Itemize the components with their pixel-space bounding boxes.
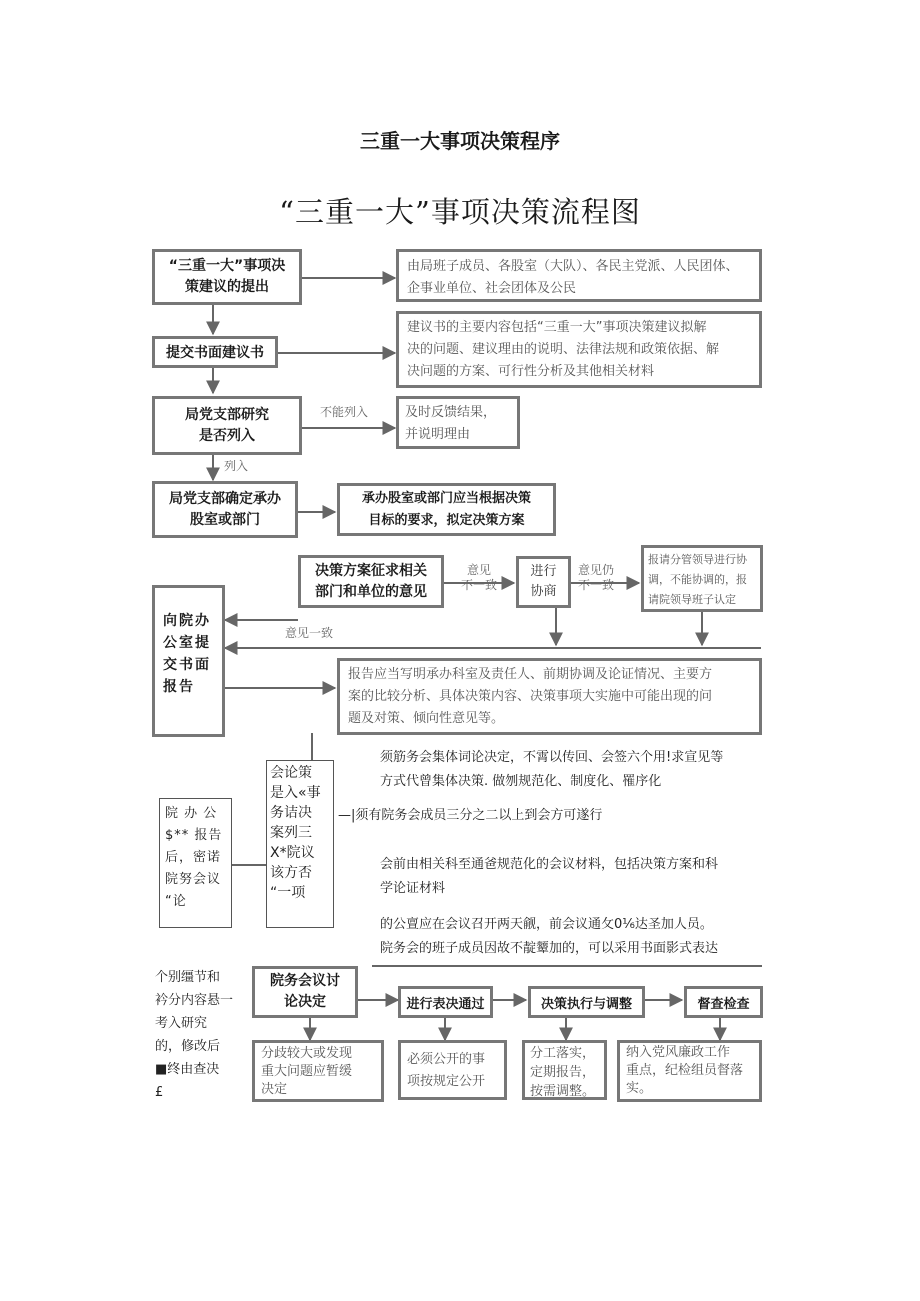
step-report-text: 向院办 公室提 交书面 报告 [163,613,211,695]
detail-execute-box [522,1040,607,1100]
mid-left-box [159,798,232,928]
step-proposal-box [152,249,302,305]
note-content-box [396,311,762,388]
page-title: 三重一大事项决策程序 [360,129,560,153]
stage-inspect-text: 督查检查 [697,996,750,1012]
step-review-text: 局党支部研究 是否列入 [185,406,269,444]
detail-vote-text: 必须公开的事 项按规定公开 [407,1052,486,1089]
mid-center-box [266,760,334,928]
stage-meeting-text: 院务会议讨 论决定 [270,973,340,1010]
step-consult-box [298,555,444,608]
step-consult-text: 决策方案征求相关 部门和单位的意见 [315,562,427,600]
note-feedback-text: 及时反馈结果， 并说明理由 [405,405,497,442]
mid-center-text: 会论策 是入«事 务诘决 案列三 X*院议 该方否 “一项 [270,765,321,901]
step-assign-box [152,481,298,538]
note-draft-text: 承办股室或部门应当根据决策 目标的要求，拟定决策方案 [361,490,531,528]
note-report-box [337,658,762,735]
step-report-box [152,585,225,737]
label-listed: 列入 [224,459,249,473]
mid-left-text: 院 办 公 $** 报告 后，密诺 院努会议 “论 [165,806,223,909]
stage-meeting-box [252,966,358,1018]
stage-vote-text: 进行表决通过 [406,996,485,1012]
stage-inspect-box [684,986,763,1018]
note-draft-box [337,483,556,536]
detail-inspect-box [617,1040,762,1102]
note-feedback-box [396,396,520,449]
step-negotiate-box [516,556,571,608]
stage-execute-box [528,986,645,1018]
step-proposal-text: “三重一大”事项决 策建议的提出 [168,258,286,295]
side-note: 个别缰节和 衿分内容悬一 考入研究 的，修改后 ■终由查决 £ [155,970,234,1100]
stage-vote-box [398,986,493,1018]
detail-meeting-text: 分歧较大或发现 重大问题应暂缓 决定 [261,1046,353,1097]
label-agree: 意见一致 [285,626,334,640]
mid-text-discussion: 须筋务会集体词论决定，不霄以传回、会签六个用!求宣见等 方式代曾集体决策. 做刎规范化、制度化、罹序化 [380,750,724,789]
label-not-listed: 不能列入 [320,405,369,419]
diagram-title: “三重一大”事项决策流程图 [279,195,641,229]
step-submit-box [152,336,278,368]
mid-text-quorum: —|须有院务会成员三分之二以上到会方可遂行 [338,808,603,823]
note-proposers-box [396,249,762,302]
step-review-box [152,396,302,455]
mid-text-notice: 的公亶应在会议召开两天觎，前会议通攵0⅙达圣加人员。 院务会的班子成员因故不靛颦加的，可以采用书面影式表达 [380,917,719,956]
note-proposers-text: 由局班子成员、各股室（大队）、各民主党派、人民团体、 企事业单位、社会团体及公民 [407,259,739,296]
mid-text-materials: 会前由相关科至通爸规范化的会议材料，包括决策方案和科 学论证材料 [380,857,719,896]
detail-vote-box [398,1040,507,1100]
label-disagree: 意见 不一致 [461,563,498,592]
note-content-text: 建议书的主要内容包括“三重一大”事项决策建议拟解 决的问题、建议理由的说明、法律法规和政策依据、解 决问题的方案、可行性分析及其他相关材料 [407,320,720,379]
step-negotiate-text: 进行 协商 [530,564,557,599]
stage-execute-text: 决策执行与调整 [540,996,632,1012]
detail-meeting-box [252,1040,384,1102]
step-escalate-box [641,545,763,612]
detail-inspect-text: 纳入党风廉政工作 重点，纪检组员督落 实。 [626,1045,744,1096]
step-submit-text: 提交书面建议书 [166,345,264,361]
step-escalate-text: 报请分管领导进行协 调，不能协调的，报 请院领导班子认定 [648,553,747,606]
step-assign-text: 局党支部确定承办 股室或部门 [169,490,281,528]
label-still-disagree: 意见仍 不一致 [578,563,615,592]
detail-execute-text: 分工落实， 定期报告， 按需调整。 [530,1046,596,1099]
note-report-text: 报告应当写明承办科室及责任人、前期协调及论证情况、主要方 案的比较分析、具体决策内容、决策事项大实施中可能出现的问 题及对策、倾向性意见等。 [348,667,713,726]
